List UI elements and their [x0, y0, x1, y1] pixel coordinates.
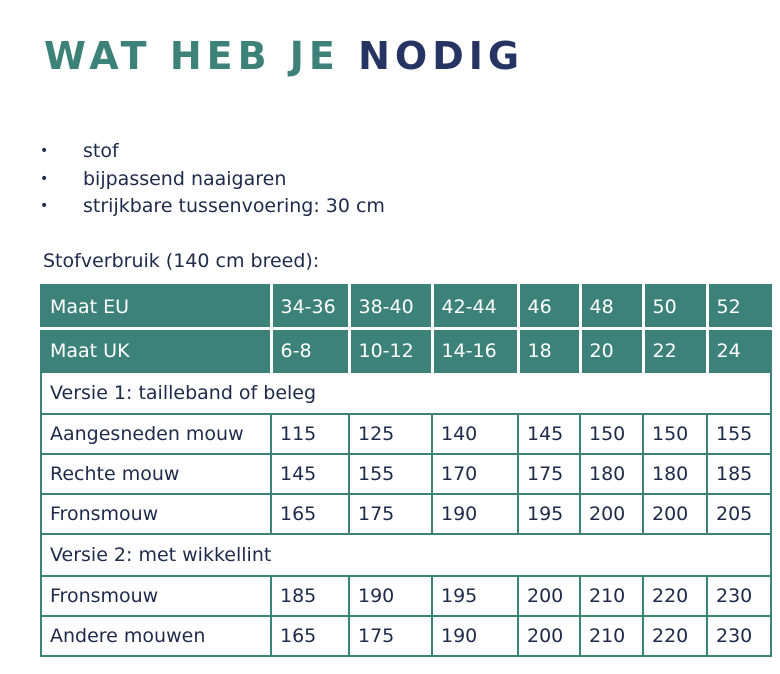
uk-size-cell: 10-12	[349, 329, 432, 373]
eu-size-cell: 50	[643, 285, 707, 329]
eu-size-label: Maat EU	[41, 285, 271, 329]
value-cell: 175	[349, 616, 432, 656]
uk-size-cell: 22	[643, 329, 707, 373]
value-cell: 220	[643, 616, 707, 656]
version-2-title: Versie 2: met wikkellint	[41, 534, 771, 576]
value-cell: 175	[518, 454, 580, 494]
list-item	[40, 193, 385, 221]
value-cell: 150	[643, 414, 707, 454]
value-cell: 170	[432, 454, 518, 494]
eu-size-cell: 42-44	[432, 285, 518, 329]
value-cell: 210	[580, 576, 643, 616]
uk-size-cell: 6-8	[271, 329, 349, 373]
value-cell: 150	[580, 414, 643, 454]
row-label: Rechte mouw	[41, 454, 271, 494]
row-label: Fronsmouw	[41, 576, 271, 616]
value-cell: 175	[349, 494, 432, 534]
value-cell: 200	[580, 494, 643, 534]
eu-size-cell: 34-36	[271, 285, 349, 329]
page-title	[44, 30, 524, 82]
version-1-header-row	[41, 372, 771, 414]
table-row	[41, 576, 771, 616]
value-cell: 190	[349, 576, 432, 616]
list-item-text: strijkbare tussenvoering: 30 cm	[83, 195, 385, 217]
version-2-header-row	[41, 534, 771, 576]
eu-size-cell: 38-40	[349, 285, 432, 329]
list-item-text: stof	[83, 140, 119, 162]
list-item	[40, 166, 385, 194]
row-label: Aangesneden mouw	[41, 414, 271, 454]
value-cell: 145	[271, 454, 349, 494]
version-1-title: Versie 1: tailleband of beleg	[41, 372, 771, 414]
fabric-consumption-label: Stofverbruik (140 cm breed):	[43, 250, 320, 272]
materials-list	[40, 138, 385, 221]
fabric-size-table	[40, 284, 772, 657]
list-item	[40, 138, 385, 166]
uk-size-cell: 24	[707, 329, 771, 373]
table-row	[41, 454, 771, 494]
value-cell: 165	[271, 616, 349, 656]
value-cell: 230	[707, 576, 771, 616]
uk-size-cell: 20	[580, 329, 643, 373]
bullet-icon: •	[40, 198, 49, 214]
value-cell: 220	[643, 576, 707, 616]
eu-size-cell: 48	[580, 285, 643, 329]
title-part-navy: NODIG	[358, 34, 525, 78]
value-cell: 190	[432, 494, 518, 534]
value-cell: 125	[349, 414, 432, 454]
eu-size-cell: 52	[707, 285, 771, 329]
value-cell: 145	[518, 414, 580, 454]
list-item-text: bijpassend naaigaren	[83, 167, 287, 190]
eu-size-row	[41, 285, 771, 329]
value-cell: 230	[707, 616, 771, 656]
value-cell: 210	[580, 616, 643, 656]
value-cell: 185	[271, 576, 349, 616]
bullet-icon: •	[40, 170, 49, 187]
value-cell: 115	[271, 414, 349, 454]
value-cell: 140	[432, 414, 518, 454]
bullet-icon: •	[40, 143, 49, 159]
row-label: Andere mouwen	[41, 616, 271, 656]
value-cell: 200	[518, 576, 580, 616]
table-row	[41, 616, 771, 656]
table-row	[41, 494, 771, 534]
uk-size-label: Maat UK	[41, 329, 271, 373]
value-cell: 155	[349, 454, 432, 494]
title-part-teal: WAT HEB JE	[44, 34, 359, 78]
value-cell: 180	[580, 454, 643, 494]
value-cell: 155	[707, 414, 771, 454]
uk-size-cell: 14-16	[432, 329, 518, 373]
row-label: Fronsmouw	[41, 494, 271, 534]
uk-size-cell: 18	[518, 329, 580, 373]
value-cell: 200	[643, 494, 707, 534]
value-cell: 165	[271, 494, 349, 534]
value-cell: 205	[707, 494, 771, 534]
value-cell: 195	[518, 494, 580, 534]
value-cell: 190	[432, 616, 518, 656]
value-cell: 185	[707, 454, 771, 494]
value-cell: 200	[518, 616, 580, 656]
eu-size-cell: 46	[518, 285, 580, 329]
value-cell: 195	[432, 576, 518, 616]
value-cell: 180	[643, 454, 707, 494]
uk-size-row	[41, 329, 771, 373]
table-row	[41, 414, 771, 454]
